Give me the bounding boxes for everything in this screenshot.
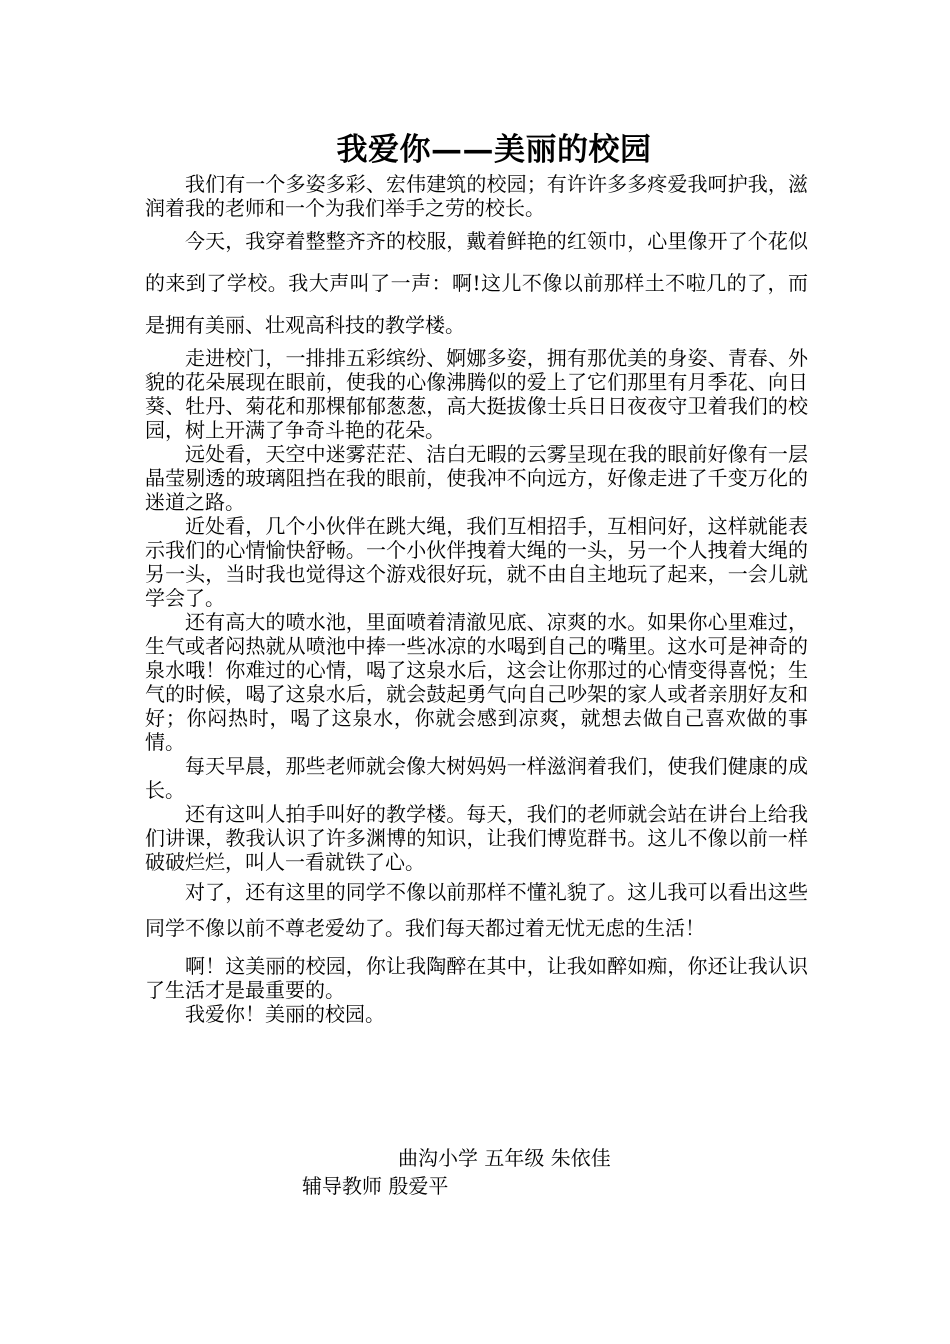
- document-title: 我爱你——美丽的校园: [336, 132, 652, 168]
- paragraph-gap: [145, 946, 808, 954]
- teacher-signature: 辅导教师 殷爱平: [302, 1174, 449, 1198]
- paragraph-5: 近处看，几个小伙伴在跳大绳，我们互相招手，互相问好，这样就能表示我们的心情愉快舒畅。一个小伙伴拽着大绳的一头，另一个人拽着大绳的另一头，当时我也觉得这个游戏很好玩，就不由自主地玩了起来，一会儿就学会了。: [145, 514, 808, 610]
- paragraph-2: 今天，我穿着整整齐齐的校服，戴着鲜艳的红领巾，心里像开了个花似的来到了学校。我大声叫了一声：啊!这儿不像以前那样土不啦几的了，而是拥有美丽、壮观高科技的教学楼。: [145, 229, 808, 337]
- author-signature: 曲沟小学 五年级 朱依佳: [398, 1146, 611, 1170]
- paragraph-4: 远处看，天空中迷雾茫茫、洁白无暇的云雾呈现在我的眼前好像有一层晶莹剔透的玻璃阻挡在我的眼前，使我冲不向远方，好像走进了千变万化的迷道之路。: [145, 442, 808, 514]
- paragraph-11: 我爱你！美丽的校园。: [185, 1002, 385, 1026]
- paragraph-6: 还有高大的喷水池，里面喷着清澈见底、凉爽的水。如果你心里难过，生气或者闷热就从喷池中捧一些冰凉的水喝到自己的嘴里。这水可是神奇的泉水哦！你难过的心情，喝了这泉水后，这会让你那过的心情变得喜悦；生气的时候，喝了这泉水后，就会鼓起勇气向自己吵架的家人或者亲朋好友和好；你闷热时，喝了这泉水，你就会感到凉爽，就想去做自己喜欢做的事情。: [145, 610, 808, 754]
- paragraph-10: 啊！这美丽的校园，你让我陶醉在其中，让我如醉如痴，你还让我认识了生活才是最重要的。: [145, 954, 808, 1002]
- paragraph-1: 我们有一个多姿多彩、宏伟建筑的校园；有许许多多疼爱我呵护我，滋润着我的老师和一个为我们举手之劳的校长。: [145, 172, 808, 220]
- paragraph-7: 每天早晨，那些老师就会像大树妈妈一样滋润着我们，使我们健康的成长。: [145, 754, 808, 802]
- paragraph-3: 走进校门，一排排五彩缤纷、婀娜多姿，拥有那优美的身姿、青春、外貌的花朵展现在眼前，使我的心像沸腾似的爱上了它们那里有月季花、向日葵、牡丹、菊花和那棵郁郁葱葱，高大挺拔像士兵日日夜夜守卫着我们的校园，树上开满了争奇斗艳的花朵。: [145, 346, 808, 442]
- paragraph-8: 还有这叫人拍手叫好的教学楼。每天，我们的老师就会站在讲台上给我们讲课，教我认识了许多渊博的知识，让我们博览群书。这儿不像以前一样破破烂烂，叫人一看就铁了心。: [145, 802, 808, 874]
- document-body: [145, 172, 808, 1026]
- paragraph-9: 对了，还有这里的同学不像以前那样不懂礼貌了。这儿我可以看出这些同学不像以前不尊老爱幼了。我们每天都过着无忧无虑的生活！: [145, 880, 808, 940]
